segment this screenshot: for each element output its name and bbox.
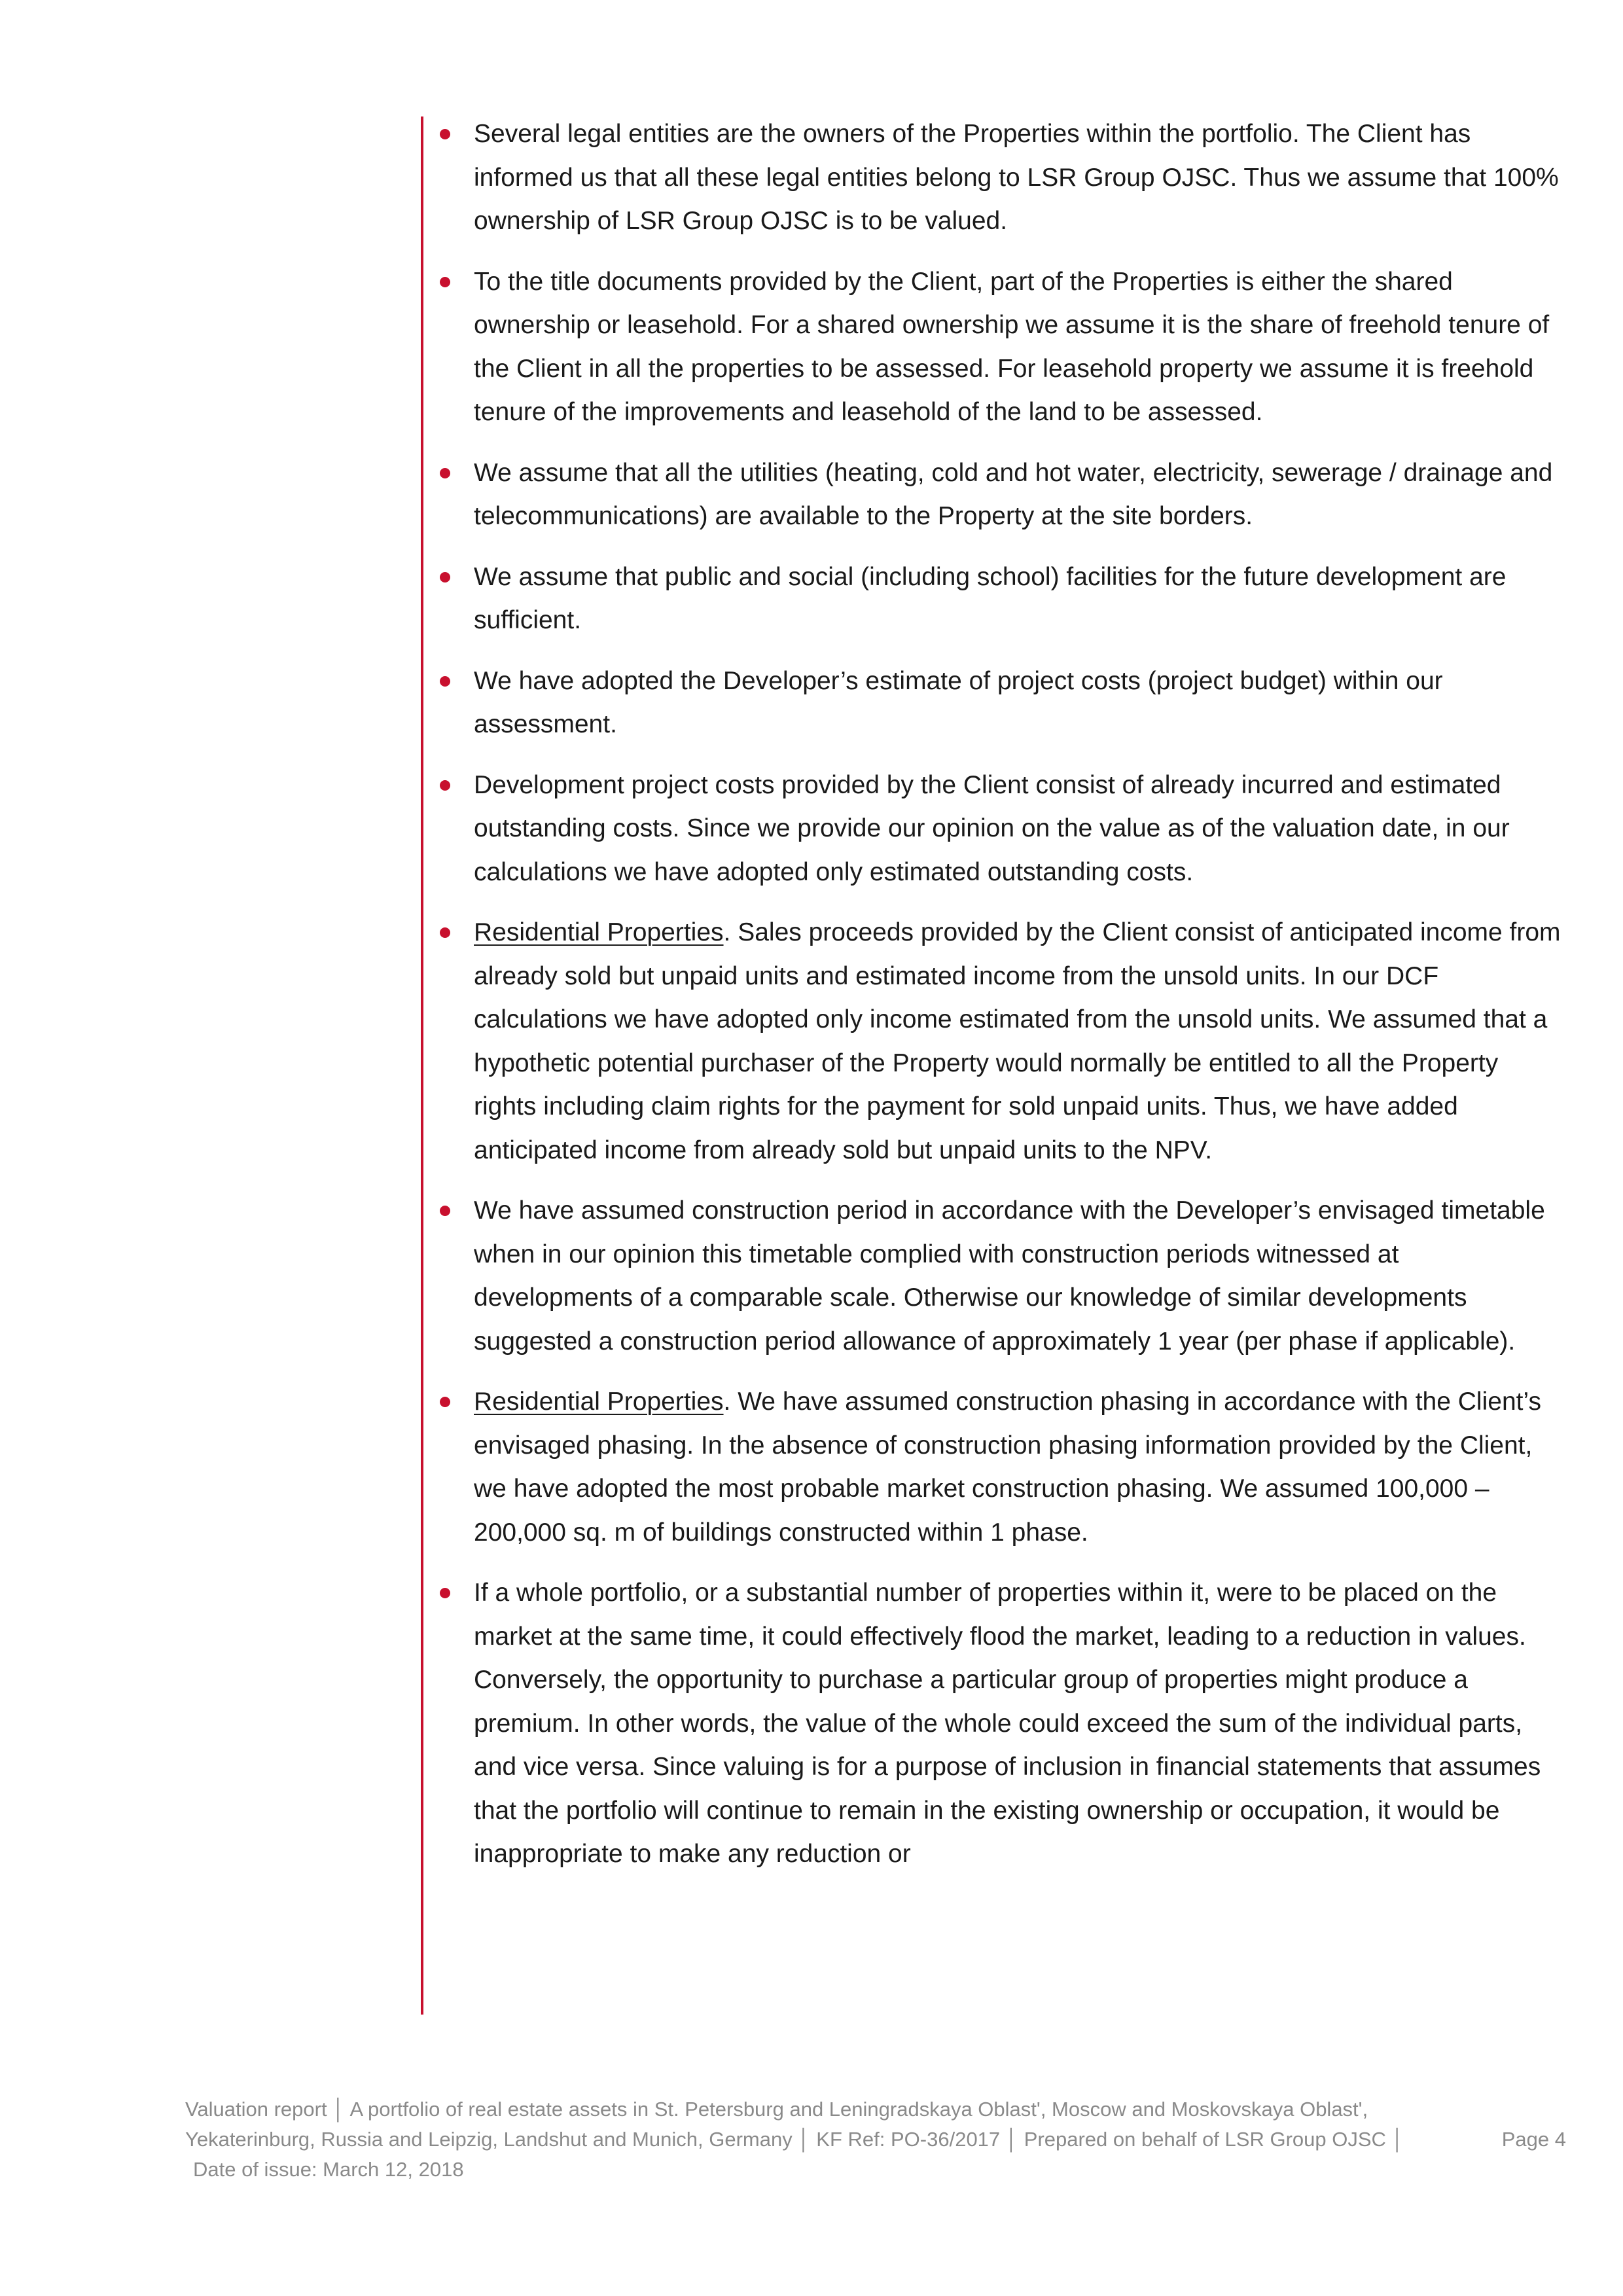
bullet-text: . Sales proceeds provided by the Client consist of anticipated income from already sold but unpaid units and estimated income from the unsold units. In our DCF calculations we have adopted only income estimated from the unsold units. We assumed that a hypothetic potential purchaser of the Property would normally be entitled to all the Property rights including claim rights for the payment for sold unpaid units. Thus, we have added anticipated income from already sold but unpaid units to the NPV. — [474, 918, 1561, 1164]
list-item — [436, 260, 1561, 435]
page-number: Page 4 — [1501, 2128, 1566, 2151]
bullet-dot-icon — [440, 277, 450, 287]
list-item — [436, 556, 1561, 643]
bullet-text: We have assumed construction period in accordance with the Developer’s envisaged timetable when in our opinion this timetable complied with construction periods witnessed at developments of a comparable scale. Otherwise our knowledge of similar developments suggested a construction period allowance of approximately 1 year (per phase if applicable). — [474, 1196, 1545, 1355]
bullet-lead: Residential Properties — [474, 1388, 724, 1416]
bullet-text: Several legal entities are the owners of the Properties within the portfolio. The Client has informed us that all these legal entities belong to LSR Group OJSC. Thus we assume that 100% ownership of LSR Group OJSC is to be valued. — [474, 120, 1559, 235]
page-footer — [185, 2094, 1566, 2185]
footer-report-details: Yekaterinburg, Russia and Leipzig, Landshut and Munich, Germany │ KF Ref: PO-36/2017 │ Prepared on behalf of LSR Group OJSC │ — [185, 2128, 1404, 2151]
bullet-dot-icon — [440, 129, 450, 139]
bullet-text: To the title documents provided by the Client, part of the Properties is either the shared ownership or leasehold. For a shared ownership we assume it is the share of freehold tenure of the Client in all the properties to be assessed. For leasehold property we assume it is freehold tenure of the improvements and leasehold of the land to be assessed. — [474, 267, 1550, 426]
footer-issue-date: Date of issue: March 12, 2018 — [193, 2158, 464, 2181]
bullet-text: . We have assumed construction phasing in accordance with the Client’s envisaged phasing. In the absence of construction phasing information provided by the Client, we have adopted the most probable market construction phasing. We assumed 100,000 – 200,000 sq. m of buildings constructed within 1 phase. — [474, 1388, 1541, 1547]
bullet-dot-icon — [440, 676, 450, 687]
list-item — [436, 113, 1561, 243]
bullet-text: We assume that public and social (including school) facilities for the future development are sufficient. — [474, 562, 1507, 634]
margin-rule — [421, 117, 423, 2015]
bullet-dot-icon — [440, 927, 450, 938]
bullet-text: We have adopted the Developer’s estimate of project costs (project budget) within our assessment. — [474, 666, 1443, 738]
list-item — [436, 452, 1561, 539]
list-item — [436, 1380, 1561, 1554]
list-item — [436, 1571, 1561, 1876]
bullet-text: If a whole portfolio, or a substantial number of properties within it, were to be placed on the market at the same time, it could effectively flood the market, leading to a reduction in values. Conversely, the opportunity to purchase a particular group of properties might produce a premium. In other words, the value of the whole could exceed the sum of the individual parts, and vice versa. Since valuing is for a purpose of inclusion in financial statements that assumes that the portfolio will continue to remain in the existing ownership or occupation, it would be inappropriate to make any reduction or — [474, 1579, 1541, 1868]
bullet-lead: Residential Properties — [474, 918, 724, 946]
list-item — [436, 1189, 1561, 1363]
list-item — [436, 911, 1561, 1172]
bullet-dot-icon — [440, 1206, 450, 1216]
footer-report-title: Valuation report │ A portfolio of real estate assets in St. Petersburg and Leningradskaya Oblast', Moscow and Moskovskaya Oblast', — [185, 2098, 1368, 2121]
bullet-text: We assume that all the utilities (heating, cold and hot water, electricity, sewerage / drainage and telecommunications) are available to the Property at the site borders. — [474, 458, 1553, 530]
assumptions-list — [436, 113, 1561, 1893]
list-item — [436, 764, 1561, 895]
bullet-dot-icon — [440, 780, 450, 791]
bullet-dot-icon — [440, 468, 450, 478]
bullet-text: Development project costs provided by the Client consist of already incurred and estimated outstanding costs. Since we provide our opinion on the value as of the valuation date, in our calculations we have adopted only estimated outstanding costs. — [474, 770, 1510, 886]
bullet-dot-icon — [440, 572, 450, 583]
bullet-dot-icon — [440, 1397, 450, 1407]
list-item — [436, 660, 1561, 747]
bullet-dot-icon — [440, 1588, 450, 1598]
